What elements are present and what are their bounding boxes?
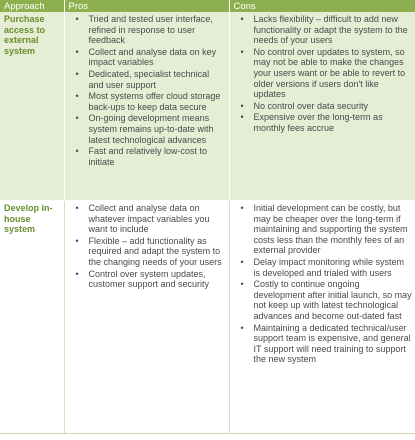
pros-cell (64, 201, 229, 434)
approach-cell: Develop in-house system (0, 201, 64, 434)
list-item-text: Dedicated, specialist technical and user support (88, 68, 210, 90)
list-item-text: Lacks flexibility – difficult to add new functionality or adapt the system to the needs of your users (253, 14, 408, 46)
bullet-icon: • (75, 14, 79, 24)
cons-list (234, 203, 414, 365)
list-item-text: Costly to continue ongoing development after initial launch, so may not keep up with latest technological advances and become out-dated fast (253, 279, 412, 321)
list-item (234, 323, 414, 365)
list-item (69, 91, 227, 112)
bullet-icon: • (240, 322, 244, 333)
bullet-icon: • (240, 14, 244, 24)
list-item-text: Tried and tested user interface, refined in response to user feedback (88, 14, 213, 46)
list-item-text: Collect and analyse data on whatever impact variables you want to include (88, 203, 210, 235)
list-item (69, 269, 227, 290)
header-approach: Approach (0, 0, 64, 12)
list-item (234, 257, 414, 278)
list-item-text: On-going development means system remains up-to-date with latest technological advances (88, 113, 214, 145)
header-pros: Pros (64, 0, 229, 12)
list-item-text: Initial development can be costly, but may be cheaper over the long-term if maintaining and supporting the system costs less than the monthly fees of an external provider (253, 203, 408, 256)
header-row (0, 0, 415, 12)
pros-list (69, 203, 227, 290)
list-item-text: Control over system updates, customer support and security (88, 268, 210, 290)
bullet-icon: • (75, 68, 79, 79)
pros-list (69, 14, 227, 167)
list-item (69, 146, 227, 167)
list-item (234, 279, 414, 321)
table-row (0, 201, 415, 434)
bullet-icon: • (75, 268, 79, 279)
bullet-icon: • (240, 112, 244, 123)
list-item (69, 69, 227, 90)
bullet-icon: • (75, 146, 79, 157)
list-item (69, 14, 227, 46)
list-item-text: Fast and relatively low-cost to initiate (88, 146, 208, 167)
cons-cell (229, 201, 415, 434)
list-item (69, 203, 227, 235)
bullet-icon: • (75, 203, 79, 213)
list-item (234, 101, 414, 112)
bullet-icon: • (75, 91, 79, 102)
bullet-icon: • (240, 203, 244, 213)
list-item (69, 113, 227, 145)
list-item-text: Expensive over the long-term as monthly fees accrue (253, 112, 383, 133)
list-item-text: No control over updates to system, so may not be able to make the changes your users want or be able to revert to older versions if users don't like updates (253, 46, 406, 100)
list-item (234, 14, 414, 46)
approach-cell: Purchase access to external system (0, 12, 64, 201)
bullet-icon: • (75, 113, 79, 124)
list-item-text: Collect and analyse data on key impact variables (88, 46, 217, 68)
list-item-text: Flexible – add functionality as required and adapt the system to the changing needs of your users (88, 235, 222, 267)
bullet-icon: • (75, 235, 79, 246)
list-item (234, 112, 414, 133)
list-item (69, 47, 227, 68)
list-item (234, 203, 414, 256)
bullet-icon: • (240, 100, 244, 111)
pros-cell (64, 12, 229, 201)
cons-list (234, 14, 414, 134)
list-item (234, 47, 414, 100)
list-item (69, 236, 227, 268)
header-cons: Cons (229, 0, 415, 12)
list-item-text: Maintaining a dedicated technical/user support team is expensive, and general IT support will need training to support the new system (253, 322, 411, 365)
table-row (0, 12, 415, 201)
bullet-icon: • (75, 46, 79, 57)
cons-cell (229, 12, 415, 201)
bullet-icon: • (240, 256, 244, 267)
bullet-icon: • (240, 46, 244, 57)
list-item-text: Delay impact monitoring while system is developed and trialed with users (253, 256, 405, 278)
list-item-text: Most systems offer cloud storage back-ups to keep data secure (88, 91, 221, 112)
list-item-text: No control over data security (253, 100, 369, 111)
bullet-icon: • (240, 279, 244, 290)
